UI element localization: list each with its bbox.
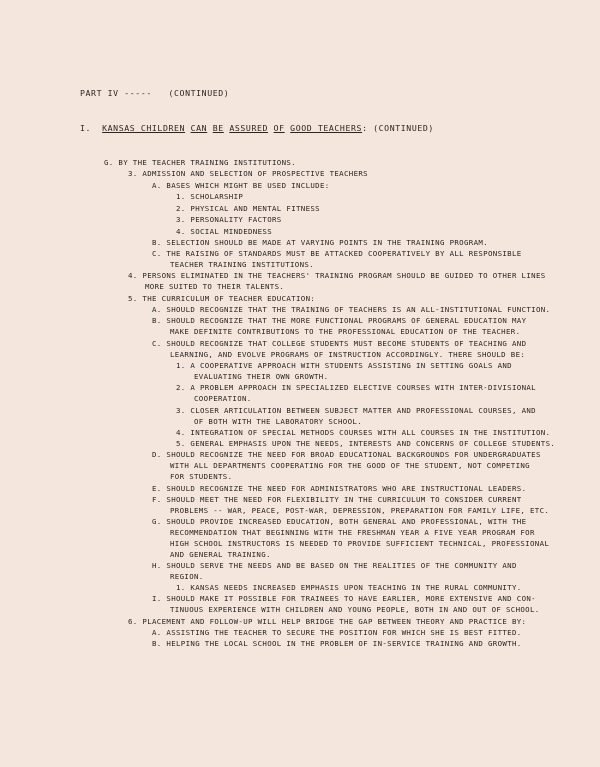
section-title-word: KANSAS CHILDREN: [102, 123, 186, 133]
item-3a-1: 1. SCHOLARSHIP: [176, 192, 244, 201]
item-5c-3-line-2: OF BOTH WITH THE LABORATORY SCHOOL.: [194, 417, 362, 426]
item-5c-line-2: LEARNING, AND EVOLVE PROGRAMS OF INSTRUCTION ACCORDINGLY. THERE SHOULD BE:: [170, 350, 526, 359]
item-3a-4: 4. SOCIAL MINDEDNESS: [176, 227, 272, 236]
item-3a: A. BASES WHICH MIGHT BE USED INCLUDE:: [152, 181, 330, 190]
section-title-word: OF: [273, 123, 285, 133]
item-3c-line-2: TEACHER TRAINING INSTITUTIONS.: [170, 260, 314, 269]
item-5c-2-line-1: 2. A PROBLEM APPROACH IN SPECIALIZED ELECTIVE COURSES WITH INTER-DIVISIONAL: [176, 383, 536, 392]
section-title-word: BE: [212, 123, 224, 133]
item-5c-3-line-1: 3. CLOSER ARTICULATION BETWEEN SUBJECT MATTER AND PROFESSIONAL COURSES, AND: [176, 406, 536, 415]
section-heading: [80, 124, 434, 133]
item-3a-3: 3. PERSONALITY FACTORS: [176, 215, 282, 224]
item-3a-2: 2. PHYSICAL AND MENTAL FITNESS: [176, 204, 320, 213]
item-5g-line-1: G. SHOULD PROVIDE INCREASED EDUCATION, BOTH GENERAL AND PROFESSIONAL, WITH THE: [152, 517, 527, 526]
item-5: 5. THE CURRICULUM OF TEACHER EDUCATION:: [128, 294, 316, 303]
item-5h-line-2: REGION.: [170, 572, 204, 581]
item-5g-line-4: AND GENERAL TRAINING.: [170, 550, 271, 559]
g-heading: G. BY THE TEACHER TRAINING INSTITUTIONS.: [104, 158, 296, 167]
item-5c-line-1: C. SHOULD RECOGNIZE THAT COLLEGE STUDENTS MUST BECOME STUDENTS OF TEACHING AND: [152, 339, 527, 348]
item-5g-line-2: RECOMMENDATION THAT BEGINNING WITH THE FRESHMAN YEAR A FIVE YEAR PROGRAM FOR: [170, 528, 535, 537]
section-title-word: ASSURED: [229, 123, 269, 133]
item-5b-line-2: MAKE DEFINITE CONTRIBUTIONS TO THE PROFESSIONAL EDUCATION OF THE TEACHER.: [170, 327, 521, 336]
item-5f-line-2: PROBLEMS -- WAR, PEACE, POST-WAR, DEPRESSION, PREPARATION FOR FAMILY LIFE, ETC.: [170, 506, 550, 515]
section-continued: : (CONTINUED): [362, 123, 434, 133]
item-5c-1-line-1: 1. A COOPERATIVE APPROACH WITH STUDENTS ASSISTING IN SETTING GOALS AND: [176, 361, 512, 370]
item-5e: E. SHOULD RECOGNIZE THE NEED FOR ADMINISTRATORS WHO ARE INSTRUCTIONAL LEADERS.: [152, 484, 527, 493]
item-5g-line-3: HIGH SCHOOL INSTRUCTORS IS NEEDED TO PROVIDE SUFFICIENT TECHNICAL, PROFESSIONAL: [170, 539, 550, 548]
item-3c-line-1: C. THE RAISING OF STANDARDS MUST BE ATTACKED COOPERATIVELY BY ALL RESPONSIBLE: [152, 249, 522, 258]
item-5h-1: 1. KANSAS NEEDS INCREASED EMPHASIS UPON TEACHING IN THE RURAL COMMUNITY.: [176, 583, 522, 592]
item-5c-4: 4. INTEGRATION OF SPECIAL METHODS COURSES WITH ALL COURSES IN THE INSTITUTION.: [176, 428, 551, 437]
section-number: I.: [80, 123, 92, 133]
item-5i-line-1: I. SHOULD MAKE IT POSSIBLE FOR TRAINEES TO HAVE EARLIER, MORE EXTENSIVE AND CON-: [152, 594, 536, 603]
item-5f-line-1: F. SHOULD MEET THE NEED FOR FLEXIBILITY IN THE CURRICULUM TO CONSIDER CURRENT: [152, 495, 522, 504]
item-3b: B. SELECTION SHOULD BE MADE AT VARYING POINTS IN THE TRAINING PROGRAM.: [152, 238, 488, 247]
item-4-line-1: 4. PERSONS ELIMINATED IN THE TEACHERS' TRAINING PROGRAM SHOULD BE GUIDED TO OTHER LINES: [128, 271, 546, 280]
part-continued: (CONTINUED): [168, 88, 230, 98]
item-6a: A. ASSISTING THE TEACHER TO SECURE THE POSITION FOR WHICH SHE IS BEST FITTED.: [152, 628, 522, 637]
item-5d-line-1: D. SHOULD RECOGNIZE THE NEED FOR BROAD EDUCATIONAL BACKGROUNDS FOR UNDERGRADUATES: [152, 450, 541, 459]
item-3: 3. ADMISSION AND SELECTION OF PROSPECTIVE TEACHERS: [128, 169, 368, 178]
item-6b: B. HELPING THE LOCAL SCHOOL IN THE PROBLEM OF IN-SERVICE TRAINING AND GROWTH.: [152, 639, 522, 648]
item-5b-line-1: B. SHOULD RECOGNIZE THAT THE MORE FUNCTIONAL PROGRAMS OF GENERAL EDUCATION MAY: [152, 316, 527, 325]
item-5a: A. SHOULD RECOGNIZE THAT THE TRAINING OF TEACHERS IS AN ALL-INSTITUTIONAL FUNCTION.: [152, 305, 551, 314]
item-4-line-2: MORE SUITED TO THEIR TALENTS.: [145, 282, 285, 291]
part-title: PART IV -----: [80, 88, 152, 98]
item-5c-5: 5. GENERAL EMPHASIS UPON THE NEEDS, INTERESTS AND CONCERNS OF COLLEGE STUDENTS.: [176, 439, 556, 448]
section-title-word: CAN: [190, 123, 208, 133]
item-5h-line-1: H. SHOULD SERVE THE NEEDS AND BE BASED ON THE REALITIES OF THE COMMUNITY AND: [152, 561, 517, 570]
section-title-word: GOOD TEACHERS: [290, 123, 363, 133]
item-5c-2-line-2: COOPERATION.: [194, 394, 252, 403]
item-5i-line-2: TINUOUS EXPERIENCE WITH CHILDREN AND YOUNG PEOPLE, BOTH IN AND OUT OF SCHOOL.: [170, 605, 540, 614]
item-5d-line-2: WITH ALL DEPARTMENTS COOPERATING FOR THE GOOD OF THE STUDENT, NOT COMPETING: [170, 461, 530, 470]
item-6: 6. PLACEMENT AND FOLLOW-UP WILL HELP BRIDGE THE GAP BETWEEN THEORY AND PRACTICE BY:: [128, 617, 527, 626]
item-5c-1-line-2: EVALUATING THEIR OWN GROWTH.: [194, 372, 329, 381]
item-5d-line-3: FOR STUDENTS.: [170, 472, 233, 481]
part-heading: [80, 89, 229, 98]
